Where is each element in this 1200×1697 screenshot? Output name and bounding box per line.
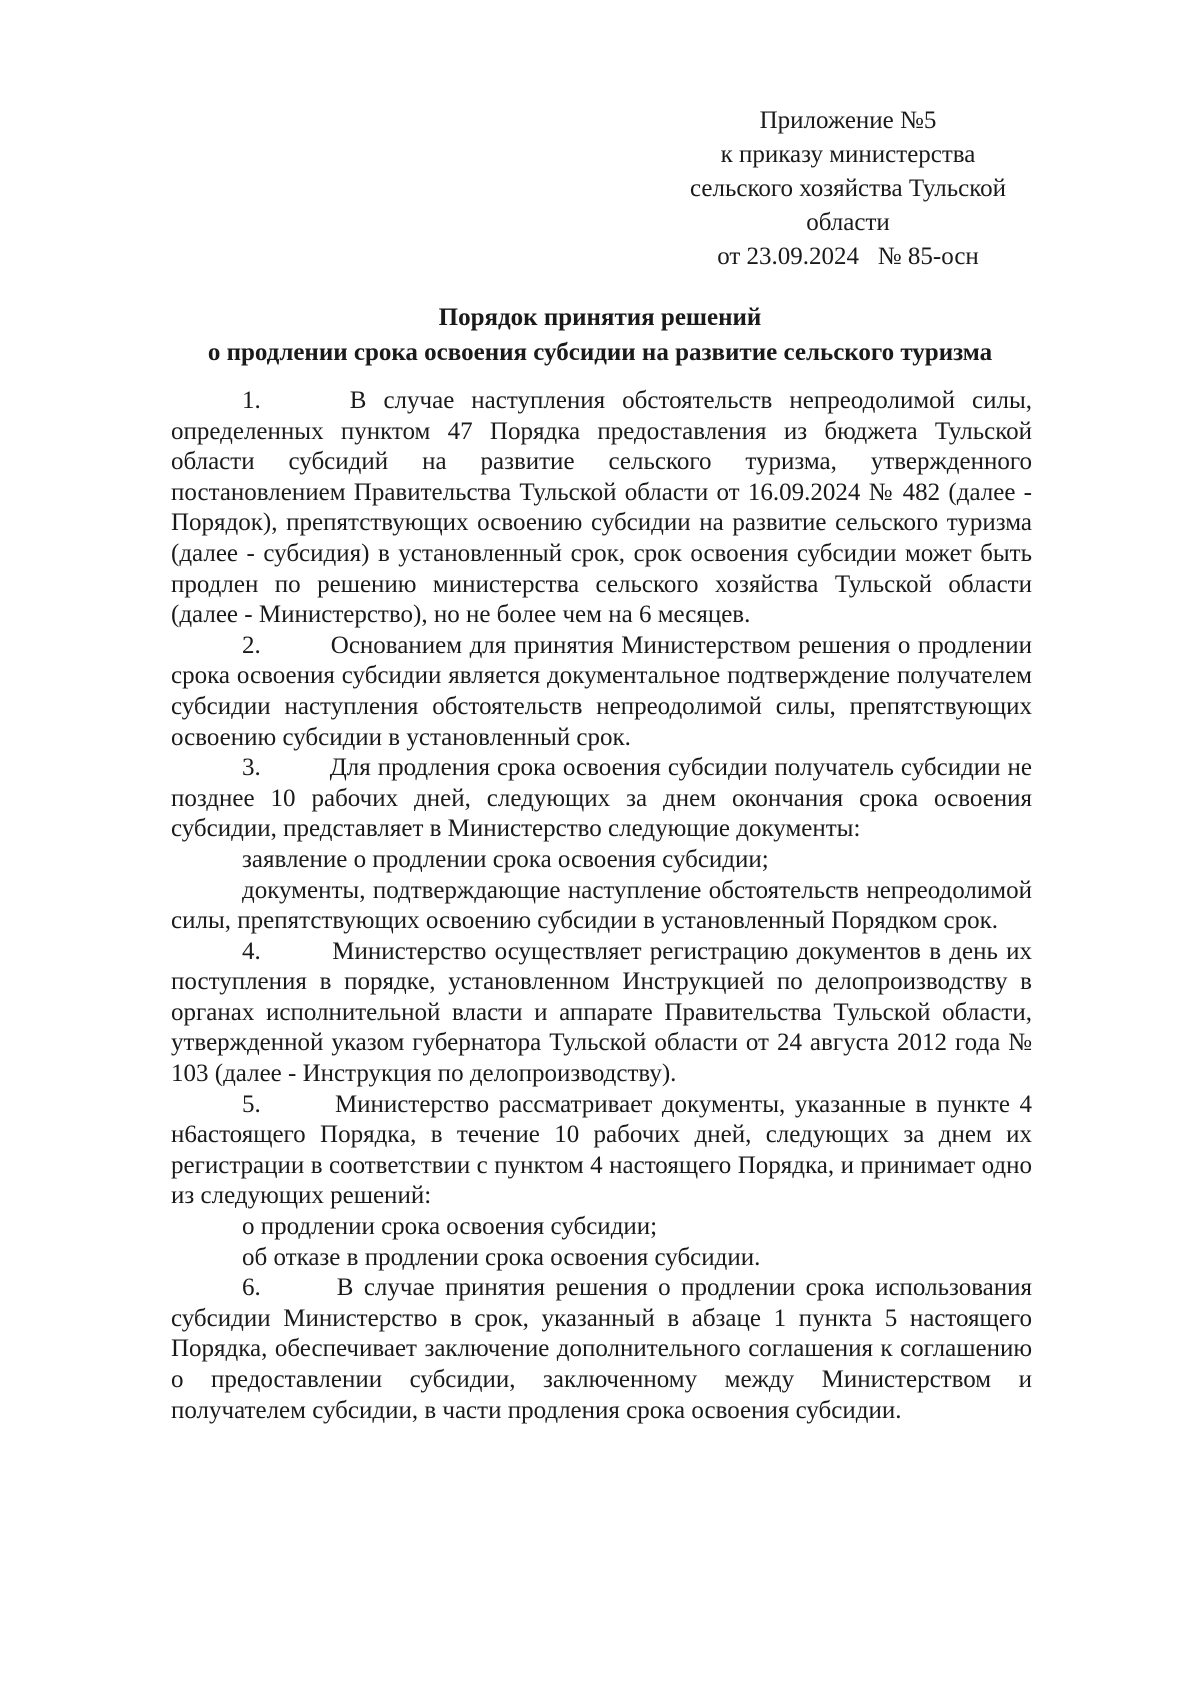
clause-5-item-1: о продлении срока освоения субсидии; <box>242 1213 658 1241</box>
clause-4 <box>171 937 1032 1090</box>
clause-3-number: 3. <box>242 754 261 782</box>
clause-1-number: 1. <box>242 387 261 414</box>
clause-6-text: В случае принятия решения о продлении срока использования субсидии Министерство в срок, указанный в абзаце 1 пункта 5 настоящего Порядка, обеспечивает заключение дополнительного соглашения к соглашению о предоставлении субсидии, заключенному между Министерством и получателем субсидии, в части продления срока освоения субсидии. <box>171 1274 1033 1424</box>
document-body <box>171 386 1032 1426</box>
title-line-2: о продлении срока освоения субсидии на развитие сельского туризма <box>207 339 993 366</box>
annex-header <box>668 104 1028 274</box>
annex-region: области <box>806 209 890 236</box>
document-title <box>150 300 1050 370</box>
clause-5-item-2: об отказе в продлении срока освоения субсидии. <box>242 1243 761 1271</box>
clause-3 <box>171 753 1032 845</box>
clause-1-text: В случае наступления обстоятельств непреодолимой силы, определенных пунктом 47 Порядка предоставления из бюджета Тульской области субсидий на развитие сельского туризма, утвержденного постановлением Правительства Тульской области от 16.09.2024 № 482 (далее - Порядок), препятствующих освоению субсидии на развитие сельского туризма (далее - субсидия) в установленный срок, срок освоения субсидии может быть продлен по решению министерства сельского хозяйства Тульской области (далее - Министерство), но не более чем на 6 месяцев. <box>171 387 1033 629</box>
clause-1 <box>171 386 1032 631</box>
clause-2-text: Основанием для принятия Министерством решения о продлении срока освоения субсидии является документальное подтверждение получателем субсидии наступления обстоятельств непреодолимой силы, препятствующих освоению субсидии в установленный срок. <box>171 631 1033 751</box>
clause-6-number: 6. <box>242 1274 261 1302</box>
clause-4-number: 4. <box>242 937 261 965</box>
clause-3-item-1: заявление о продлении срока освоения субсидии; <box>242 845 769 873</box>
title-line-1: Порядок принятия решений <box>438 304 762 331</box>
clause-5-number: 5. <box>242 1090 261 1118</box>
annex-ministry: сельского хозяйства Тульской <box>689 175 1007 202</box>
clause-5-text: Министерство рассматривает документы, указанные в пункте 4 н6астоящего Порядка, в течение 10 рабочих дней, следующих за днем их регистрации в соответствии с пунктом 4 настоящего Порядка, и принимает одно из следующих решений: <box>171 1090 1033 1210</box>
clause-2-number: 2. <box>242 631 261 659</box>
clause-3-item-2: документы, подтверждающие наступление обстоятельств непреодолимой силы, препятствующих освоению субсидии в установленный Порядком срок. <box>171 876 1032 935</box>
annex-order-ref: к приказу министерства <box>720 141 976 168</box>
clause-2 <box>171 631 1032 753</box>
annex-date-number: от 23.09.2024 № 85-осн <box>717 243 979 270</box>
clause-5 <box>171 1090 1032 1212</box>
clause-3-text: Для продления срока освоения субсидии получатель субсидии не позднее 10 рабочих дней, следующих за днем окончания срока освоения субсидии, представляет в Министерство следующие документы: <box>171 754 1033 843</box>
clause-6 <box>171 1273 1032 1426</box>
clause-4-text: Министерство осуществляет регистрацию документов в день их поступления в порядке, установленном Инструкцией по делопроизводству в органах исполнительной власти и аппарате Правительства Тульской области, утвержденной указом губернатора Тульской области от 24 августа 2012 года № 103 (далее - Инструкция по делопроизводству). <box>171 937 1033 1088</box>
annex-number: Приложение №5 <box>759 107 937 134</box>
